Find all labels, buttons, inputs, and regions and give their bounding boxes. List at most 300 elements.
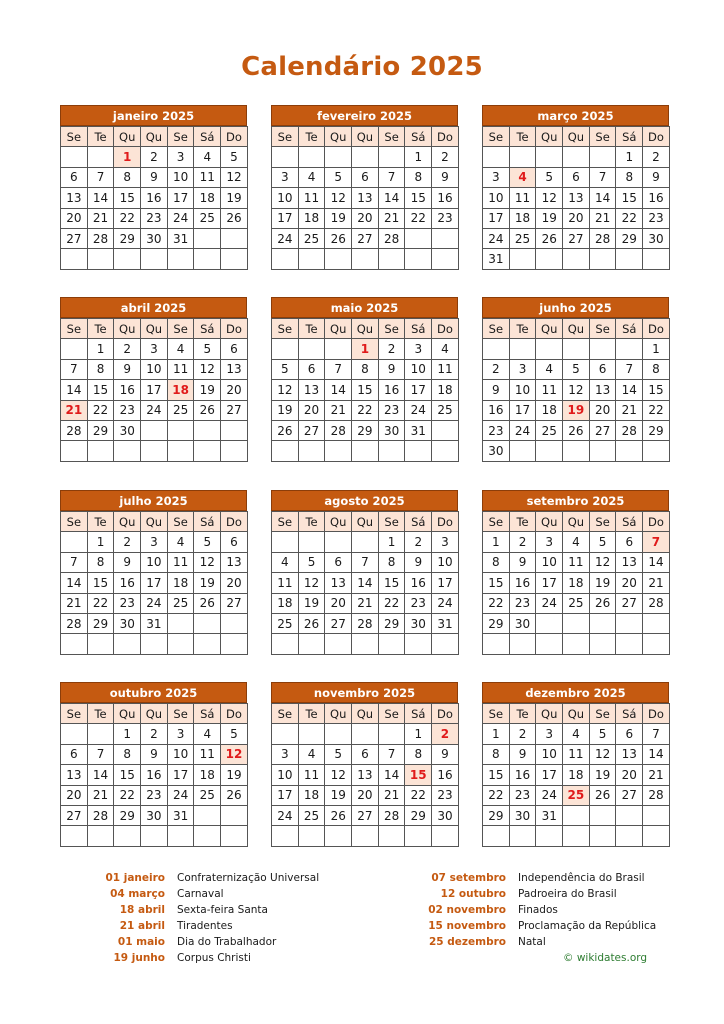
day-cell: 17 bbox=[272, 785, 299, 805]
empty-day-cell bbox=[194, 634, 221, 654]
day-cell: 25 bbox=[563, 593, 590, 613]
day-cell: 21 bbox=[352, 593, 379, 613]
day-cell: 10 bbox=[141, 359, 168, 379]
holiday-day-cell: 7 bbox=[643, 532, 670, 552]
weekday-label: Se bbox=[589, 319, 616, 339]
day-cell: 28 bbox=[378, 228, 405, 248]
day-cell: 2 bbox=[378, 339, 405, 359]
week-row bbox=[61, 573, 248, 593]
day-cell: 26 bbox=[536, 228, 563, 248]
weekday-header-row bbox=[61, 319, 248, 339]
day-cell: 13 bbox=[616, 744, 643, 764]
day-cell: 3 bbox=[405, 339, 432, 359]
weekday-header-row bbox=[483, 127, 670, 147]
day-cell: 27 bbox=[616, 593, 643, 613]
day-cell: 5 bbox=[536, 167, 563, 187]
day-cell: 25 bbox=[272, 613, 299, 633]
week-row bbox=[61, 167, 248, 187]
credit-link[interactable]: © wikidates.org bbox=[563, 952, 648, 964]
day-cell: 28 bbox=[352, 613, 379, 633]
day-cell: 27 bbox=[221, 400, 248, 420]
day-cell: 6 bbox=[61, 744, 88, 764]
empty-day-cell bbox=[141, 441, 168, 461]
day-cell: 15 bbox=[352, 380, 379, 400]
weekday-label: Te bbox=[298, 704, 325, 724]
holiday-day-cell: 25 bbox=[563, 785, 590, 805]
empty-day-cell bbox=[87, 634, 114, 654]
empty-day-cell bbox=[167, 634, 194, 654]
month-calendar bbox=[271, 682, 458, 847]
empty-day-cell bbox=[298, 249, 325, 269]
empty-day-cell bbox=[272, 339, 299, 359]
weekday-label: Qu bbox=[536, 512, 563, 532]
day-cell: 21 bbox=[87, 785, 114, 805]
day-cell: 30 bbox=[509, 805, 536, 825]
day-cell: 7 bbox=[378, 167, 405, 187]
day-cell: 10 bbox=[483, 188, 510, 208]
day-cell: 30 bbox=[141, 228, 168, 248]
weekday-label: Do bbox=[221, 127, 248, 147]
day-cell: 18 bbox=[194, 765, 221, 785]
day-cell: 1 bbox=[405, 147, 432, 167]
day-cell: 6 bbox=[352, 167, 379, 187]
day-cell: 10 bbox=[272, 765, 299, 785]
day-cell: 22 bbox=[483, 593, 510, 613]
month-calendar bbox=[60, 682, 247, 847]
empty-day-cell bbox=[298, 532, 325, 552]
day-cell: 31 bbox=[167, 805, 194, 825]
day-cell: 12 bbox=[272, 380, 299, 400]
week-row bbox=[483, 441, 670, 461]
day-cell: 9 bbox=[405, 552, 432, 572]
weekday-label: Do bbox=[432, 704, 459, 724]
day-cell: 7 bbox=[61, 552, 88, 572]
weekday-label: Qu bbox=[563, 704, 590, 724]
empty-day-cell bbox=[221, 441, 248, 461]
day-cell: 14 bbox=[643, 744, 670, 764]
empty-day-cell bbox=[167, 613, 194, 633]
day-cell: 23 bbox=[378, 400, 405, 420]
month-calendar bbox=[482, 105, 669, 270]
empty-day-cell bbox=[616, 634, 643, 654]
empty-day-cell bbox=[509, 249, 536, 269]
empty-day-cell bbox=[509, 441, 536, 461]
empty-day-cell bbox=[432, 826, 459, 846]
week-row bbox=[483, 785, 670, 805]
holiday-name: Sexta-feira Santa bbox=[177, 904, 268, 916]
weekday-header-row bbox=[61, 512, 248, 532]
day-cell: 14 bbox=[352, 573, 379, 593]
day-cell: 16 bbox=[141, 188, 168, 208]
day-cell: 19 bbox=[194, 573, 221, 593]
page-title: Calendário 2025 bbox=[241, 52, 483, 82]
empty-day-cell bbox=[405, 634, 432, 654]
day-cell: 22 bbox=[114, 208, 141, 228]
weekday-label: Se bbox=[61, 704, 88, 724]
week-row bbox=[272, 634, 459, 654]
weekday-label: Sá bbox=[194, 704, 221, 724]
empty-day-cell bbox=[272, 826, 299, 846]
empty-day-cell bbox=[221, 805, 248, 825]
day-cell: 8 bbox=[483, 744, 510, 764]
day-cell: 28 bbox=[61, 613, 88, 633]
month-grid bbox=[60, 703, 248, 847]
week-row bbox=[483, 532, 670, 552]
empty-day-cell bbox=[378, 634, 405, 654]
day-cell: 25 bbox=[536, 420, 563, 440]
day-cell: 18 bbox=[563, 765, 590, 785]
empty-day-cell bbox=[563, 441, 590, 461]
day-cell: 2 bbox=[483, 359, 510, 379]
week-row bbox=[483, 228, 670, 248]
day-cell: 14 bbox=[61, 380, 88, 400]
day-cell: 30 bbox=[141, 805, 168, 825]
day-cell: 19 bbox=[325, 785, 352, 805]
holiday-row bbox=[60, 902, 319, 918]
day-cell: 28 bbox=[325, 420, 352, 440]
day-cell: 16 bbox=[405, 573, 432, 593]
day-cell: 15 bbox=[643, 380, 670, 400]
day-cell: 29 bbox=[616, 228, 643, 248]
month-grid bbox=[60, 126, 248, 270]
day-cell: 23 bbox=[141, 785, 168, 805]
day-cell: 27 bbox=[352, 805, 379, 825]
week-row bbox=[61, 208, 248, 228]
day-cell: 8 bbox=[87, 359, 114, 379]
empty-day-cell bbox=[378, 249, 405, 269]
day-cell: 23 bbox=[483, 420, 510, 440]
month-calendar bbox=[271, 297, 458, 462]
day-cell: 2 bbox=[643, 147, 670, 167]
empty-day-cell bbox=[298, 441, 325, 461]
week-row bbox=[483, 147, 670, 167]
empty-day-cell bbox=[298, 339, 325, 359]
day-cell: 1 bbox=[378, 532, 405, 552]
week-row bbox=[272, 724, 459, 744]
day-cell: 6 bbox=[589, 359, 616, 379]
holiday-row bbox=[60, 950, 319, 966]
holiday-row bbox=[401, 886, 656, 902]
day-cell: 22 bbox=[405, 208, 432, 228]
empty-day-cell bbox=[616, 613, 643, 633]
day-cell: 10 bbox=[141, 552, 168, 572]
holiday-day-cell: 1 bbox=[114, 147, 141, 167]
day-cell: 27 bbox=[563, 228, 590, 248]
weekday-label: Se bbox=[167, 512, 194, 532]
day-cell: 20 bbox=[589, 400, 616, 420]
month-title: fevereiro 2025 bbox=[271, 105, 458, 126]
day-cell: 27 bbox=[61, 805, 88, 825]
week-row bbox=[483, 167, 670, 187]
empty-day-cell bbox=[272, 724, 299, 744]
day-cell: 29 bbox=[114, 805, 141, 825]
day-cell: 18 bbox=[536, 400, 563, 420]
day-cell: 9 bbox=[378, 359, 405, 379]
weekday-label: Qu bbox=[114, 704, 141, 724]
holiday-date: 15 novembro bbox=[428, 920, 506, 932]
weekday-label: Qu bbox=[563, 127, 590, 147]
day-cell: 4 bbox=[167, 532, 194, 552]
day-cell: 17 bbox=[536, 765, 563, 785]
week-row bbox=[61, 339, 248, 359]
day-cell: 12 bbox=[194, 552, 221, 572]
empty-day-cell bbox=[405, 228, 432, 248]
day-cell: 17 bbox=[141, 573, 168, 593]
day-cell: 12 bbox=[298, 573, 325, 593]
empty-day-cell bbox=[167, 249, 194, 269]
holiday-date: 01 janeiro bbox=[105, 872, 165, 884]
day-cell: 27 bbox=[616, 785, 643, 805]
week-row bbox=[272, 380, 459, 400]
weekday-label: Se bbox=[483, 127, 510, 147]
day-cell: 7 bbox=[589, 167, 616, 187]
day-cell: 4 bbox=[298, 167, 325, 187]
day-cell: 2 bbox=[509, 532, 536, 552]
empty-day-cell bbox=[563, 634, 590, 654]
day-cell: 6 bbox=[616, 724, 643, 744]
holiday-row bbox=[401, 870, 656, 886]
week-row bbox=[483, 552, 670, 572]
week-row bbox=[483, 359, 670, 379]
month-calendar bbox=[60, 297, 247, 462]
month-calendar bbox=[271, 490, 458, 655]
day-cell: 23 bbox=[509, 593, 536, 613]
holiday-row bbox=[60, 886, 319, 902]
day-cell: 11 bbox=[432, 359, 459, 379]
day-cell: 30 bbox=[483, 441, 510, 461]
day-cell: 16 bbox=[114, 573, 141, 593]
day-cell: 27 bbox=[298, 420, 325, 440]
empty-day-cell bbox=[272, 634, 299, 654]
empty-day-cell bbox=[141, 420, 168, 440]
day-cell: 16 bbox=[509, 573, 536, 593]
day-cell: 7 bbox=[61, 359, 88, 379]
empty-day-cell bbox=[589, 339, 616, 359]
weekday-label: Sá bbox=[405, 704, 432, 724]
empty-day-cell bbox=[325, 339, 352, 359]
holiday-date: 18 abril bbox=[119, 904, 165, 916]
month-title: dezembro 2025 bbox=[482, 682, 669, 703]
day-cell: 21 bbox=[61, 593, 88, 613]
day-cell: 5 bbox=[194, 339, 221, 359]
day-cell: 8 bbox=[114, 744, 141, 764]
empty-day-cell bbox=[509, 826, 536, 846]
weekday-label: Qu bbox=[141, 319, 168, 339]
day-cell: 22 bbox=[87, 593, 114, 613]
day-cell: 21 bbox=[589, 208, 616, 228]
day-cell: 17 bbox=[272, 208, 299, 228]
day-cell: 21 bbox=[643, 765, 670, 785]
empty-day-cell bbox=[432, 634, 459, 654]
day-cell: 23 bbox=[509, 785, 536, 805]
week-row bbox=[272, 744, 459, 764]
weekday-label: Te bbox=[509, 127, 536, 147]
day-cell: 1 bbox=[483, 532, 510, 552]
weekday-header-row bbox=[61, 704, 248, 724]
day-cell: 24 bbox=[141, 593, 168, 613]
day-cell: 26 bbox=[298, 613, 325, 633]
weekday-label: Se bbox=[589, 704, 616, 724]
empty-day-cell bbox=[643, 826, 670, 846]
empty-day-cell bbox=[298, 724, 325, 744]
day-cell: 21 bbox=[87, 208, 114, 228]
weekday-label: Sá bbox=[405, 512, 432, 532]
month-calendar bbox=[271, 105, 458, 270]
day-cell: 28 bbox=[87, 805, 114, 825]
day-cell: 11 bbox=[167, 552, 194, 572]
day-cell: 13 bbox=[563, 188, 590, 208]
holiday-date: 04 março bbox=[110, 888, 165, 900]
week-row bbox=[61, 744, 248, 764]
weekday-label: Te bbox=[298, 512, 325, 532]
empty-day-cell bbox=[589, 634, 616, 654]
day-cell: 13 bbox=[616, 552, 643, 572]
day-cell: 13 bbox=[589, 380, 616, 400]
month-calendar bbox=[482, 490, 669, 655]
week-row bbox=[483, 573, 670, 593]
day-cell: 25 bbox=[298, 228, 325, 248]
weekday-label: Qu bbox=[352, 704, 379, 724]
week-row bbox=[61, 359, 248, 379]
empty-day-cell bbox=[61, 826, 88, 846]
week-row bbox=[483, 400, 670, 420]
week-row bbox=[61, 593, 248, 613]
empty-day-cell bbox=[536, 634, 563, 654]
empty-day-cell bbox=[194, 613, 221, 633]
week-row bbox=[61, 147, 248, 167]
day-cell: 16 bbox=[378, 380, 405, 400]
empty-day-cell bbox=[483, 634, 510, 654]
day-cell: 4 bbox=[563, 532, 590, 552]
day-cell: 3 bbox=[167, 147, 194, 167]
empty-day-cell bbox=[272, 441, 299, 461]
day-cell: 8 bbox=[643, 359, 670, 379]
day-cell: 28 bbox=[87, 228, 114, 248]
empty-day-cell bbox=[221, 228, 248, 248]
day-cell: 1 bbox=[616, 147, 643, 167]
week-row bbox=[272, 420, 459, 440]
day-cell: 14 bbox=[61, 573, 88, 593]
day-cell: 26 bbox=[194, 400, 221, 420]
week-row bbox=[483, 420, 670, 440]
weekday-label: Se bbox=[167, 319, 194, 339]
day-cell: 20 bbox=[352, 785, 379, 805]
day-cell: 29 bbox=[378, 613, 405, 633]
month-title: abril 2025 bbox=[60, 297, 247, 318]
day-cell: 15 bbox=[483, 573, 510, 593]
weekday-header-row bbox=[483, 319, 670, 339]
empty-day-cell bbox=[114, 441, 141, 461]
day-cell: 6 bbox=[563, 167, 590, 187]
weekday-label: Sá bbox=[194, 127, 221, 147]
empty-day-cell bbox=[563, 339, 590, 359]
week-row bbox=[61, 613, 248, 633]
day-cell: 13 bbox=[61, 765, 88, 785]
day-cell: 24 bbox=[432, 593, 459, 613]
month-grid bbox=[482, 126, 670, 270]
empty-day-cell bbox=[87, 826, 114, 846]
day-cell: 26 bbox=[272, 420, 299, 440]
day-cell: 26 bbox=[589, 593, 616, 613]
empty-day-cell bbox=[563, 805, 590, 825]
day-cell: 17 bbox=[536, 573, 563, 593]
weekday-header-row bbox=[272, 127, 459, 147]
day-cell: 15 bbox=[378, 573, 405, 593]
weekday-label: Se bbox=[61, 319, 88, 339]
day-cell: 29 bbox=[643, 420, 670, 440]
empty-day-cell bbox=[167, 826, 194, 846]
day-cell: 10 bbox=[432, 552, 459, 572]
empty-day-cell bbox=[194, 441, 221, 461]
day-cell: 10 bbox=[167, 167, 194, 187]
holiday-day-cell: 12 bbox=[221, 744, 248, 764]
empty-day-cell bbox=[378, 147, 405, 167]
empty-day-cell bbox=[221, 826, 248, 846]
empty-day-cell bbox=[509, 339, 536, 359]
day-cell: 13 bbox=[352, 765, 379, 785]
week-row bbox=[483, 744, 670, 764]
empty-day-cell bbox=[61, 634, 88, 654]
week-row bbox=[61, 826, 248, 846]
month-title: julho 2025 bbox=[60, 490, 247, 511]
empty-day-cell bbox=[589, 147, 616, 167]
week-row bbox=[272, 167, 459, 187]
day-cell: 8 bbox=[378, 552, 405, 572]
empty-day-cell bbox=[616, 826, 643, 846]
day-cell: 25 bbox=[167, 593, 194, 613]
day-cell: 24 bbox=[141, 400, 168, 420]
day-cell: 16 bbox=[432, 188, 459, 208]
week-row bbox=[61, 249, 248, 269]
weekday-label: Se bbox=[483, 704, 510, 724]
empty-day-cell bbox=[194, 228, 221, 248]
holiday-date: 19 junho bbox=[113, 952, 165, 964]
holiday-day-cell: 1 bbox=[352, 339, 379, 359]
weekday-label: Sá bbox=[194, 319, 221, 339]
day-cell: 9 bbox=[141, 744, 168, 764]
day-cell: 11 bbox=[167, 359, 194, 379]
day-cell: 9 bbox=[432, 167, 459, 187]
empty-day-cell bbox=[563, 147, 590, 167]
weekday-label: Se bbox=[378, 319, 405, 339]
weekday-label: Te bbox=[87, 704, 114, 724]
empty-day-cell bbox=[298, 147, 325, 167]
holiday-day-cell: 2 bbox=[432, 724, 459, 744]
empty-day-cell bbox=[194, 420, 221, 440]
holiday-row bbox=[401, 902, 656, 918]
week-row bbox=[272, 441, 459, 461]
empty-day-cell bbox=[221, 613, 248, 633]
weekday-label: Qu bbox=[114, 319, 141, 339]
empty-day-cell bbox=[509, 634, 536, 654]
month-grid bbox=[482, 703, 670, 847]
day-cell: 23 bbox=[643, 208, 670, 228]
day-cell: 2 bbox=[114, 339, 141, 359]
weekday-label: Do bbox=[432, 127, 459, 147]
day-cell: 8 bbox=[483, 552, 510, 572]
day-cell: 1 bbox=[405, 724, 432, 744]
weekday-label: Se bbox=[272, 127, 299, 147]
day-cell: 17 bbox=[141, 380, 168, 400]
week-row bbox=[483, 613, 670, 633]
empty-day-cell bbox=[536, 339, 563, 359]
empty-day-cell bbox=[643, 613, 670, 633]
day-cell: 9 bbox=[509, 552, 536, 572]
holiday-name: Natal bbox=[518, 936, 546, 948]
day-cell: 21 bbox=[616, 400, 643, 420]
day-cell: 14 bbox=[378, 188, 405, 208]
weekday-label: Do bbox=[643, 127, 670, 147]
